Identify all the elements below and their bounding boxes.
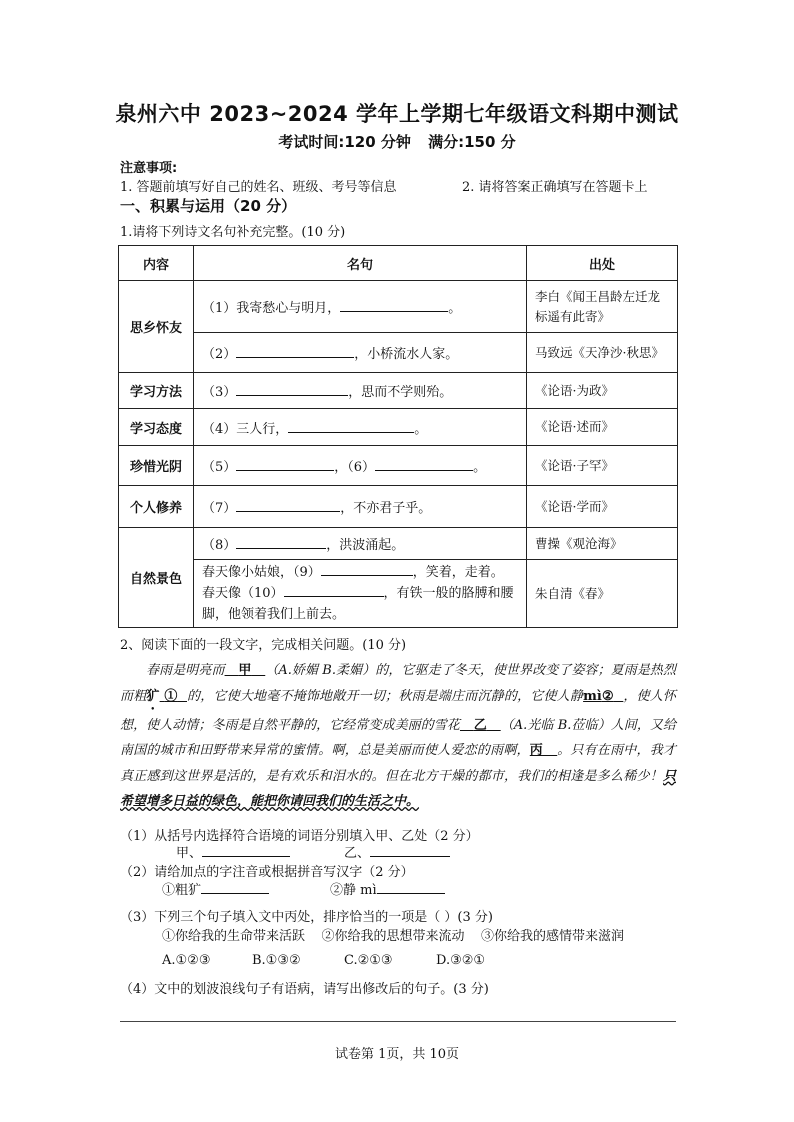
category-cell: 自然景色 [119, 528, 194, 628]
line-text: 。 [473, 460, 487, 475]
dotted-char: 犷 [146, 688, 160, 704]
answer-label: 乙、 [344, 846, 371, 861]
sub-question-2: （2）请给加点的字注音或根据拼音写汉字（2 分） [120, 865, 414, 880]
passage-text: 。只有在雨中，我才真正感到这世界是活的，是有欢乐和泪水的。但在北方干燥的都市，我们的相逢是多么稀少！ [120, 743, 676, 784]
table-row [119, 560, 678, 628]
line-cell [194, 528, 527, 560]
table-header-row [119, 246, 678, 281]
line-text: 。 [414, 421, 428, 437]
table-row [119, 373, 678, 409]
exam-subtitle [0, 131, 794, 152]
passage-text: （A.娇媚 B.柔媚）的，它驱走了冬天，使世界改变了姿容；夏雨是热烈而粗 [120, 663, 676, 704]
line-text: 春天像小姑娘，（9） [202, 565, 321, 580]
answer-blank[interactable] [236, 499, 340, 512]
choice-a[interactable]: A.①②③ [162, 953, 211, 968]
notice-items [120, 176, 680, 195]
source-cell: 马致远《天净沙·秋思》 [527, 333, 678, 373]
blank-yi[interactable] [460, 718, 501, 733]
sub-question-4: （4）文中的划波浪线句子有语病，请写出修改后的句子。(3 分) [120, 982, 489, 997]
line-text: （1）我寄愁心与明月， [202, 301, 341, 316]
exam-score: 满分:150 分 [428, 133, 516, 151]
blank-1-label: ① [164, 688, 178, 704]
source-cell: 《论语·为政》 [527, 373, 678, 409]
answer-jia [176, 842, 290, 861]
answer-label: ①粗犷 [162, 883, 202, 898]
sub-question-1: （1）从括号内选择符合语境的词语分别填入甲、乙处（2 分） [120, 829, 479, 844]
answer-label: 甲、 [176, 846, 203, 861]
answer-blank[interactable] [288, 420, 414, 433]
header-source: 出处 [527, 246, 678, 281]
choice-b[interactable]: B.①③② [252, 953, 301, 968]
question-1: 1.请将下列诗文名句补充完整。(10 分) [120, 225, 346, 240]
line-text: ，洪波涌起。 [326, 538, 405, 553]
line-text: （2） [202, 347, 237, 362]
line-cell [194, 560, 527, 628]
category-cell: 学习态度 [119, 409, 194, 446]
line-text: （8） [202, 538, 237, 553]
source-cell: 《论语·学而》 [527, 486, 678, 528]
source-cell: 朱自清《春》 [527, 560, 678, 628]
answer-yi [344, 842, 450, 861]
answer-blank[interactable] [201, 881, 269, 894]
line-text: 春天像（10） [202, 586, 284, 601]
blank-yi-label: 乙 [473, 717, 487, 733]
answer-kuang [162, 879, 269, 898]
line-cell [194, 486, 527, 528]
passage-text: （A.光临 B.莅临）人间，又给南国的城市和田野带来异常的蜜情。啊，总是美丽而使人爱恋的雨啊， [120, 717, 676, 758]
header-line: 名句 [194, 246, 527, 281]
table-row [119, 446, 678, 486]
wavy-sentence: 只希望增多日益的绿色，能把你请回我们的生活之中。 [120, 768, 676, 809]
answer-blank[interactable] [284, 584, 384, 597]
blank-jia-label: 甲 [238, 663, 252, 678]
line-text: （3） [202, 385, 237, 400]
page-footer: 试卷第 1页，共 10页 [334, 1047, 460, 1062]
category-cell: 思乡怀友 [119, 281, 194, 373]
section-title: 一、积累与运用（20 分） [120, 197, 297, 215]
answer-blank[interactable] [202, 844, 290, 857]
line-text: （7） [202, 501, 237, 516]
line-text: ，思而不学则殆。 [348, 385, 453, 400]
table-row [119, 528, 678, 560]
answer-label: ②静 mì [330, 883, 377, 898]
sentence-options: ①你给我的生命带来活跃 ②你给我的思想带来流动 ③你给我的感情带来滋润 [162, 929, 625, 944]
line-text: （4）三人行， [202, 421, 289, 437]
answer-blank[interactable] [370, 844, 450, 857]
answer-blank[interactable] [377, 881, 445, 894]
table-row [119, 333, 678, 373]
header-content: 内容 [119, 246, 194, 281]
line-cell [194, 281, 527, 333]
answer-blank[interactable] [236, 458, 334, 471]
category-cell: 学习方法 [119, 373, 194, 409]
line-row [202, 583, 518, 604]
sub-question-3: （3）下列三个句子填入文中丙处，排序恰当的一项是（ ）(3 分) [120, 910, 493, 925]
line-text: ，不亦君子乎。 [340, 501, 432, 516]
choice-d[interactable]: D.③②① [436, 953, 486, 968]
category-cell: 珍惜光阴 [119, 446, 194, 486]
notice-title: 注意事项: [120, 161, 178, 176]
exam-time: 考试时间:120 分钟 [278, 133, 411, 151]
line-cell [194, 373, 527, 409]
line-text: ，笑着，走着。 [412, 565, 504, 580]
pinyin-mi: mì [583, 688, 602, 704]
choice-c[interactable]: C.②①③ [344, 953, 393, 968]
passage-text: 的，它使大地毫不掩饰地敞开一切；秋雨是端庄而沉静的，它使人静 [187, 688, 584, 704]
blank-bing-label: 丙 [529, 743, 543, 758]
source-cell: 《论语·述而》 [527, 409, 678, 446]
line-text: ，有铁一般的胳膊和腰 [383, 586, 514, 601]
table-row [119, 409, 678, 446]
blank-2[interactable] [602, 689, 624, 704]
answer-blank[interactable] [340, 299, 448, 312]
answer-blank[interactable] [236, 536, 326, 549]
line-text: ，小桥流水人家。 [354, 347, 459, 362]
exam-title: 泉州六中 2023~2024 学年上学期七年级语文科期中测试 [115, 102, 679, 126]
poem-table [118, 245, 678, 628]
line-text: 脚，他领着我们上前去。 [202, 607, 346, 622]
answer-blank[interactable] [236, 345, 354, 358]
blank-1[interactable] [160, 689, 187, 704]
blank-2-label: ② [601, 688, 614, 704]
footer-divider [120, 1021, 676, 1022]
blank-jia[interactable] [225, 663, 266, 678]
source-cell: 李白《闻王昌龄左迁龙标遥有此寄》 [527, 281, 678, 333]
line-cell [194, 333, 527, 373]
answer-mi [330, 879, 445, 898]
line-cell [194, 446, 527, 486]
passage-text: 春雨是明亮而 [146, 663, 225, 678]
line-text: 。 [448, 301, 462, 316]
line-text: （5） [202, 460, 237, 475]
passage-text: ，使人怀想，使人动情；冬雨是自然平静的，它经常变成美丽的雪花 [120, 688, 676, 733]
line-text: ，（6） [334, 460, 376, 475]
line-row [202, 562, 518, 583]
notice-item-1: 1. 答题前填写好自己的姓名、班级、考号等信息 [120, 180, 397, 195]
notice-item-2: 2. 请将答案正确填写在答题卡上 [462, 180, 648, 195]
line-cell [194, 409, 527, 446]
answer-blank[interactable] [321, 563, 413, 576]
source-cell: 曹操《观沧海》 [527, 528, 678, 560]
blank-bing[interactable] [530, 743, 557, 758]
answer-blank[interactable] [236, 383, 348, 396]
source-cell: 《论语·子罕》 [527, 446, 678, 486]
table-row [119, 281, 678, 333]
answer-blank[interactable] [375, 458, 473, 471]
question-2: 2、阅读下面的一段文字，完成相关问题。(10 分) [120, 638, 407, 653]
category-cell: 个人修养 [119, 486, 194, 528]
reading-passage [120, 658, 676, 815]
table-row [119, 486, 678, 528]
